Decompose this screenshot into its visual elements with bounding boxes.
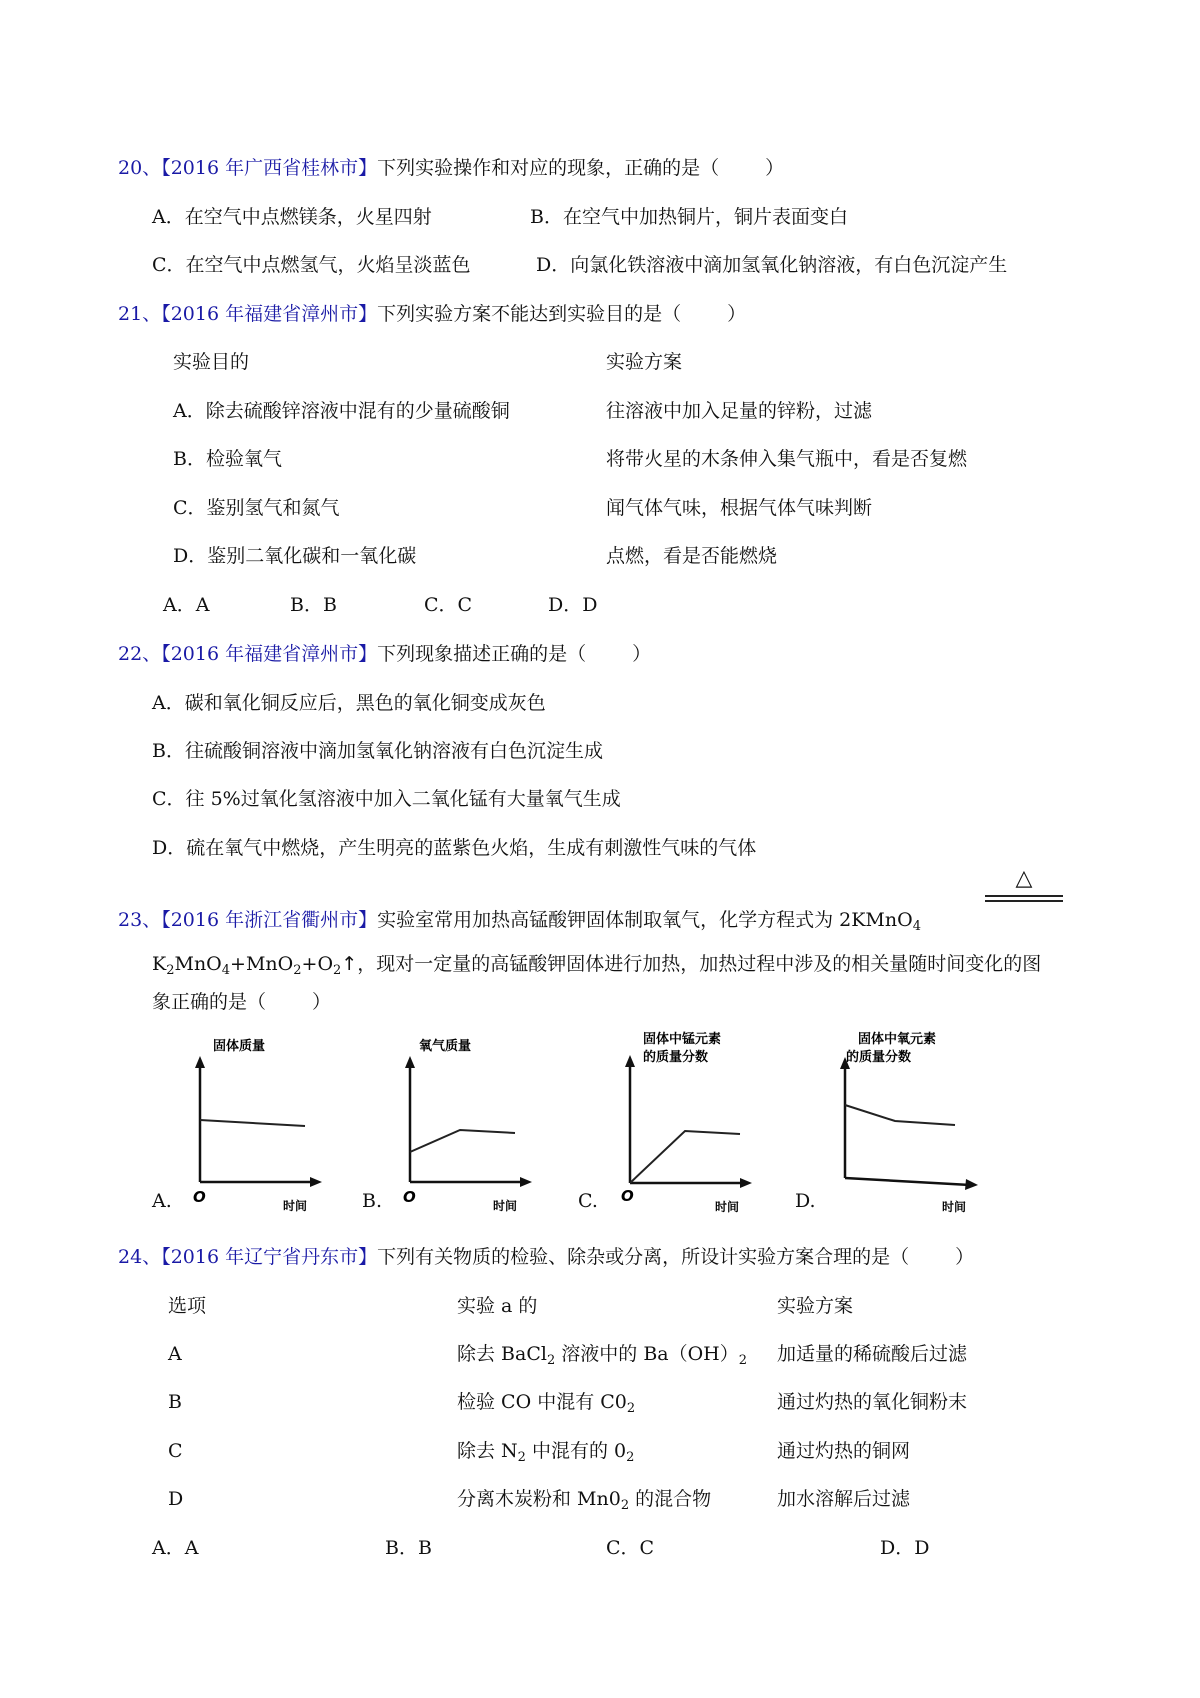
q20-option-b: B．在空气中加热铜片，铜片表面变白 bbox=[530, 206, 848, 228]
q20-source: 【2016 年广西省桂林市】 bbox=[161, 157, 378, 179]
q24-row-c-purpose-2: 中混有的 0 bbox=[525, 1440, 627, 1462]
graph-c-curve bbox=[630, 1131, 740, 1183]
q24-stem bbox=[118, 1245, 974, 1269]
q23-text-1: 实验室常用加热高锰酸钾固体制取氧气，化学方程式为 2KMnO bbox=[377, 909, 913, 931]
q23-stem-line2 bbox=[152, 952, 1041, 976]
q21-row-b-purpose: B．检验氧气 bbox=[173, 448, 282, 470]
q24-row-a-purpose-1: 除去 BaCl bbox=[457, 1343, 547, 1365]
graph-d-ylabel-2: 的质量分数 bbox=[846, 1050, 912, 1065]
q20-stem bbox=[118, 156, 784, 180]
q21-choice-c: C．C bbox=[424, 594, 473, 616]
q24-row-b-purpose bbox=[457, 1390, 635, 1414]
q23-stem-line1 bbox=[118, 908, 921, 932]
heating-condition-symbol bbox=[985, 866, 1063, 906]
graph-a-letter: A. bbox=[152, 1190, 172, 1212]
q21-row-d-plan: 点燃，看是否能燃烧 bbox=[606, 545, 778, 567]
q21-row-a-purpose: A．除去硫酸锌溶液中混有的少量硫酸铜 bbox=[173, 400, 510, 422]
graph-c-y-arrow bbox=[625, 1055, 635, 1067]
graph-b-xlabel: 时间 bbox=[493, 1199, 518, 1212]
q24-row-b-option: B bbox=[168, 1391, 182, 1413]
q24-choice-b: B．B bbox=[385, 1537, 432, 1559]
q21-row-c-purpose: C．鉴别氢气和氮气 bbox=[173, 497, 340, 519]
q22-source: 【2016 年福建省漳州市】 bbox=[161, 643, 378, 665]
q21-row-a-plan: 往溶液中加入足量的锌粉，过滤 bbox=[606, 400, 873, 422]
graph-d-xlabel: 时间 bbox=[942, 1200, 967, 1214]
graph-c-xlabel: 时间 bbox=[715, 1200, 740, 1214]
eq-sub: 2 bbox=[293, 963, 302, 978]
q24-row-d-purpose bbox=[457, 1487, 711, 1511]
q23-sub: 4 bbox=[912, 919, 921, 934]
q23-text-2: ，现对一定量的高锰酸钾固体进行加热，加热过程中涉及的相关量随时间变化的图 bbox=[357, 953, 1042, 975]
q24-text: 下列有关物质的检验、除杂或分离，所设计实验方案合理的是（ bbox=[377, 1246, 910, 1268]
q24-row-a-purpose bbox=[457, 1342, 747, 1366]
delta-icon: △ bbox=[1015, 866, 1033, 891]
graph-a-origin: O bbox=[193, 1188, 206, 1206]
q21-choice-b: B．B bbox=[290, 594, 337, 616]
graph-a-x-arrow bbox=[310, 1177, 322, 1187]
q21-choice-d: D．D bbox=[548, 594, 598, 616]
eq-k: K bbox=[152, 953, 167, 975]
q21-row-d-purpose: D．鉴别二氧化碳和一氧化碳 bbox=[173, 545, 417, 567]
graph-b-curve bbox=[410, 1130, 515, 1152]
q24-row-c-sub: 2 bbox=[517, 1450, 526, 1465]
q21-close-paren: ） bbox=[727, 303, 747, 325]
graph-a-curve bbox=[200, 1120, 305, 1126]
q24-row-a-sub: 2 bbox=[546, 1353, 556, 1368]
q24-row-c-purpose bbox=[457, 1439, 634, 1463]
q22-option-c: C．往 5%过氧化氢溶液中加入二氧化锰有大量氧气生成 bbox=[152, 788, 621, 810]
q24-row-a-option: A bbox=[168, 1343, 182, 1365]
graph-b bbox=[385, 1032, 545, 1212]
graph-c-letter: C. bbox=[578, 1190, 598, 1212]
graph-b-origin: O bbox=[403, 1188, 416, 1206]
eq-sub: 2 bbox=[166, 963, 175, 978]
q22-text: 下列现象描述正确的是（ bbox=[377, 643, 587, 665]
q22-option-a: A．碳和氧化铜反应后，黑色的氧化铜变成灰色 bbox=[152, 692, 546, 714]
graph-d-ylabel-1: 固体中氧元素 bbox=[858, 1032, 937, 1047]
q21-stem bbox=[118, 302, 746, 326]
q20-close-paren: ） bbox=[765, 157, 785, 179]
q24-row-c-plan: 通过灼热的铜网 bbox=[777, 1440, 911, 1462]
q20-text: 下列实验操作和对应的现象，正确的是（ bbox=[377, 157, 720, 179]
q21-number: 21、 bbox=[118, 303, 162, 325]
q24-row-c-option: C bbox=[168, 1440, 183, 1462]
graph-c bbox=[605, 1025, 765, 1215]
q24-header-purpose: 实验 a 的 bbox=[457, 1295, 538, 1317]
q21-row-c-plan: 闻气体气味，根据气体气味判断 bbox=[606, 497, 873, 519]
graph-a bbox=[175, 1032, 335, 1212]
q24-row-d-sub: 2 bbox=[620, 1498, 630, 1513]
q24-source: 【2016 年辽宁省丹东市】 bbox=[161, 1246, 378, 1268]
q20-option-d: D．向氯化铁溶液中滴加氢氧化钠溶液，有白色沉淀产生 bbox=[536, 254, 1008, 276]
equation-line-top bbox=[985, 895, 1063, 897]
q24-row-a-plan: 加适量的稀硫酸后过滤 bbox=[777, 1343, 968, 1365]
q23-text-3: 象正确的是（ bbox=[152, 991, 267, 1013]
graph-d-curve bbox=[845, 1105, 955, 1125]
q21-text: 下列实验方案不能达到实验目的是（ bbox=[377, 303, 682, 325]
eq-mno: MnO bbox=[174, 953, 222, 975]
graph-c-x-arrow bbox=[740, 1178, 752, 1188]
q24-header-plan: 实验方案 bbox=[777, 1295, 854, 1317]
q24-close-paren: ） bbox=[955, 1246, 975, 1268]
q23-stem-line3 bbox=[152, 990, 331, 1014]
q20-option-a: A．在空气中点燃镁条，火星四射 bbox=[152, 206, 432, 228]
q24-row-c-purpose-1: 除去 N bbox=[457, 1440, 518, 1462]
q24-row-b-sub: 2 bbox=[626, 1401, 636, 1416]
q20-option-c: C．在空气中点燃氢气，火焰呈淡蓝色 bbox=[152, 254, 471, 276]
graph-a-xlabel: 时间 bbox=[283, 1199, 308, 1212]
q22-stem bbox=[118, 642, 651, 666]
graph-b-x-arrow bbox=[520, 1177, 532, 1187]
graph-d bbox=[830, 1025, 995, 1215]
q24-number: 24、 bbox=[118, 1246, 162, 1268]
graph-a-ylabel: 固体质量 bbox=[213, 1039, 266, 1054]
q22-number: 22、 bbox=[118, 643, 162, 665]
graph-c-origin: O bbox=[621, 1187, 634, 1205]
graph-d-letter: D. bbox=[795, 1190, 816, 1212]
graph-d-x-axis bbox=[845, 1178, 970, 1185]
q22-option-d: D．硫在氧气中燃烧，产生明亮的蓝紫色火焰，生成有刺激性气味的气体 bbox=[152, 837, 757, 859]
q21-choice-a: A．A bbox=[163, 594, 210, 616]
q24-row-d-plan: 加水溶解后过滤 bbox=[777, 1488, 911, 1510]
q21-header-purpose: 实验目的 bbox=[173, 351, 250, 373]
q21-header-plan: 实验方案 bbox=[606, 351, 683, 373]
q24-row-d-option: D bbox=[168, 1488, 184, 1510]
q23-number: 23、 bbox=[118, 909, 162, 931]
q23-close-paren: ） bbox=[312, 991, 332, 1013]
q22-close-paren: ） bbox=[632, 643, 652, 665]
q23-source: 【2016 年浙江省衢州市】 bbox=[161, 909, 378, 931]
q24-row-c-sub: 2 bbox=[626, 1450, 635, 1465]
q24-choice-a: A．A bbox=[152, 1537, 199, 1559]
q20-number: 20、 bbox=[118, 157, 162, 179]
graph-c-ylabel-1: 固体中锰元素 bbox=[643, 1032, 722, 1047]
q21-source: 【2016 年福建省漳州市】 bbox=[161, 303, 378, 325]
q24-header-option: 选项 bbox=[168, 1295, 207, 1317]
gas-arrow-icon: ↑ bbox=[341, 953, 358, 975]
q24-row-d-purpose-2: 的混合物 bbox=[629, 1488, 712, 1510]
graph-d-x-arrow bbox=[965, 1179, 978, 1190]
eq-mno2: +MnO bbox=[230, 953, 294, 975]
eq-sub: 2 bbox=[333, 963, 342, 978]
q24-row-d-purpose-1: 分离木炭粉和 Mn0 bbox=[457, 1488, 621, 1510]
q21-row-b-plan: 将带火星的木条伸入集气瓶中，看是否复燃 bbox=[606, 448, 968, 470]
q24-row-a-purpose-2: 溶液中的 Ba（OH） bbox=[555, 1343, 739, 1365]
q24-row-b-plan: 通过灼热的氧化铜粉末 bbox=[777, 1391, 968, 1413]
graph-b-ylabel: 氧气质量 bbox=[419, 1039, 472, 1054]
graph-a-y-arrow bbox=[195, 1056, 205, 1068]
graph-c-ylabel-2: 的质量分数 bbox=[643, 1050, 709, 1065]
eq-sub: 4 bbox=[221, 963, 231, 978]
q24-row-a-sub: 2 bbox=[738, 1353, 748, 1368]
graph-b-y-arrow bbox=[405, 1056, 415, 1068]
q22-option-b: B．往硫酸铜溶液中滴加氢氧化钠溶液有白色沉淀生成 bbox=[152, 740, 603, 762]
q24-choice-c: C．C bbox=[606, 1537, 655, 1559]
q24-choice-d: D．D bbox=[880, 1537, 930, 1559]
q24-row-b-purpose-1: 检验 CO 中混有 C0 bbox=[457, 1391, 627, 1413]
eq-o2: +O bbox=[301, 953, 334, 975]
graph-b-letter: B. bbox=[362, 1190, 383, 1212]
equation-line-bottom bbox=[985, 900, 1063, 902]
